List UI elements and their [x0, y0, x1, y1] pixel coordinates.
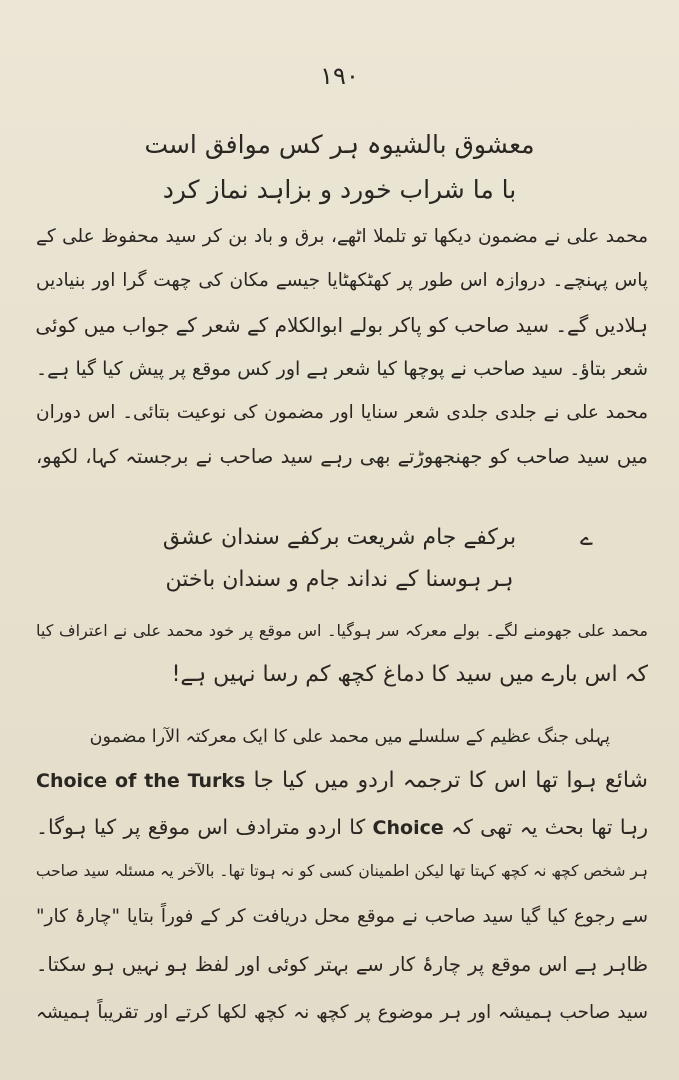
paragraph3-line-4: ہر شخص کچھ نہ کچھ کہتا تھا لیکن اطمینان کسی کو نہ ہوتا تھا۔ بالآخر یہ مسئلہ سید صاحب [35, 862, 648, 880]
couplet-line-2: ہر ہوسنا کے نداند جام و سندان باختن [165, 567, 514, 592]
couplet-line-1: برکفے جام شریعت برکفے سندان عشق [162, 525, 517, 550]
verse-line-2: با ما شراب خورد و بزاہد نماز کرد [162, 175, 517, 204]
paragraph1-line-1: محمد علی نے مضمون دیکھا تو تلملا اٹھے، برق و باد بن کر سید محفوظ علی کے [36, 226, 648, 247]
paragraph3-line-5: سے رجوع کیا گیا سید صاحب نے موقع محل دریافت کر کے فوراً بتایا "چارۂ کار" [36, 906, 648, 927]
paragraph3-line-3 [36, 808, 648, 847]
paragraph2-line-1: محمد علی جھومنے لگے۔ بولے معرکہ سر ہوگیا۔ اس موقع پر خود محمد علی نے اعتراف کیا [36, 621, 648, 640]
paragraph1-line-3: ہلادیں گے۔ سید صاحب کو پاکر بولے ابوالکلام کے شعر کے جواب میں کوئی [35, 313, 648, 337]
couplet-marker: ے [580, 526, 593, 551]
paragraph3-line-3-after: کا اردو مترادف اس موقع پر کیا ہوگا۔ [36, 815, 366, 839]
paragraph3-line-6: ظاہر ہے اس موقع پر چارۂ کار سے بہتر کوئی اور لفظ ہو نہیں ہو سکتا۔ [36, 953, 648, 976]
paragraph3-line-3-before: رہا تھا بحث یہ تھی کہ [451, 815, 648, 839]
paragraph3-line-2 [36, 762, 648, 800]
paragraph1-line-5: محمد علی نے جلدی جلدی شعر سنایا اور مضمون کی نوعیت بتائی۔ اس دوران [36, 402, 648, 423]
paragraph1-line-4: شعر بتاؤ۔ سید صاحب نے پوچھا کیا شعر ہے اور کس موقع پر پیش کیا گیا ہے۔ [36, 358, 648, 380]
paragraph3-line-7: سید صاحب ہمیشہ اور ہر موضوع پر کچھ نہ کچھ لکھا کرتے اور تقریباً ہمیشہ [36, 1002, 648, 1023]
paragraph3-line-2-urdu: شائع ہوا تھا اس کا ترجمہ اردو میں کیا جا [253, 768, 648, 793]
paragraph1-line-6: میں سید صاحب کو جھنجھوڑتے بھی رہے سید صاحب نے برجستہ کہا، لکھو، [36, 445, 648, 468]
paragraph2-line-2: کہ اس بارے میں سید کا دماغ کچھ کم رسا نہیں ہے! [171, 662, 648, 687]
paragraph3-line-1: پہلی جنگ عظیم کے سلسلے میں محمد علی کا ایک معرکتہ الآرا مضمون [89, 727, 610, 747]
verse-line-1: معشوق بالشیوہ ہر کس موافق است [144, 130, 535, 159]
page-number: ۱۹۰ [320, 62, 359, 90]
paragraph1-line-2: پاس پہنچے۔ دروازہ اس طور پر کھٹکھٹایا جیسے مکان کی چھت گرا اور بنیادیں [36, 270, 648, 291]
english-phrase-choice-of-the-turks: Choice of the Turks [36, 770, 246, 792]
english-word-choice: Choice [372, 817, 444, 839]
